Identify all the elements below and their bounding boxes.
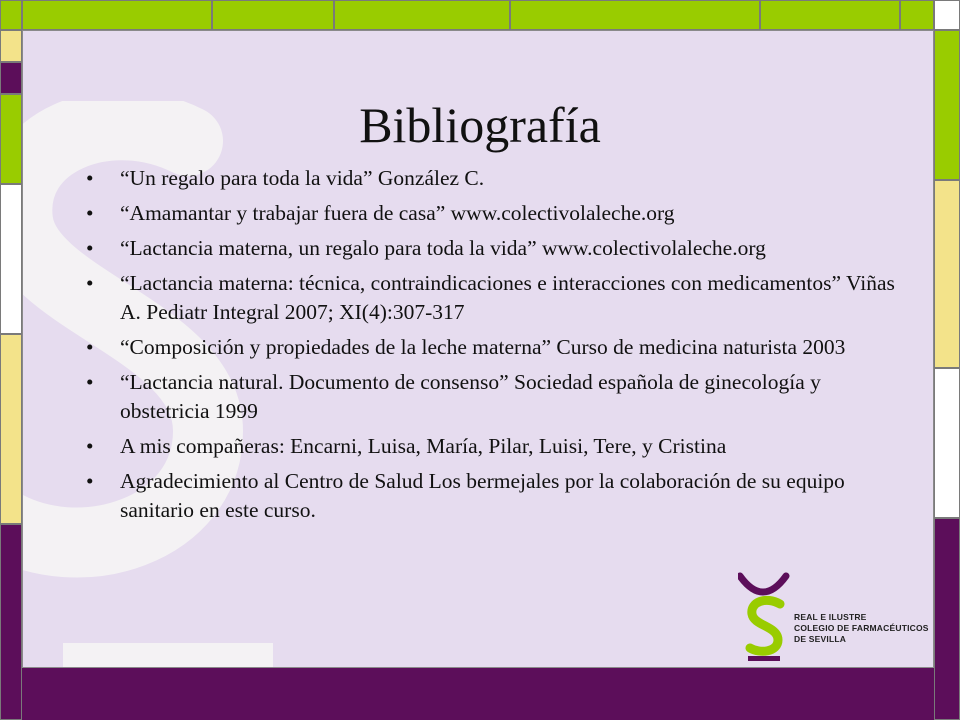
frame-tile bbox=[0, 62, 22, 94]
list-item bbox=[82, 333, 902, 362]
frame-tile bbox=[760, 0, 900, 30]
frame-tile bbox=[0, 334, 22, 524]
watermark-bar bbox=[63, 643, 273, 667]
bullet: • bbox=[86, 236, 94, 260]
list-item-text: “Amamantar y trabajar fuera de casa” www.colectivolaleche.org bbox=[120, 201, 675, 225]
bibliography-list bbox=[82, 164, 902, 531]
slide-title: Bibliografía bbox=[359, 97, 601, 153]
list-item bbox=[82, 199, 902, 228]
list-item-text: “Composición y propiedades de la leche materna” Curso de medicina naturista 2003 bbox=[120, 335, 846, 359]
frame-tile bbox=[934, 180, 960, 368]
bullet: • bbox=[86, 271, 94, 295]
frame-tile bbox=[22, 0, 212, 30]
bullet: • bbox=[86, 201, 94, 225]
list-item-text: “Lactancia materna, un regalo para toda la vida” www.colectivolaleche.org bbox=[120, 236, 766, 260]
bottom-bar bbox=[22, 668, 934, 720]
list-item bbox=[82, 269, 902, 327]
frame-tile bbox=[0, 30, 22, 62]
frame-tile bbox=[0, 184, 22, 334]
bullet: • bbox=[86, 370, 94, 394]
list-item bbox=[82, 368, 902, 426]
bullet: • bbox=[86, 166, 94, 190]
list-item-text: “Lactancia materna: técnica, contraindicaciones e interacciones con medicamentos” Viñas A. Pediatr Integral 2007; XI(4):307-317 bbox=[120, 271, 895, 324]
bullet: • bbox=[86, 434, 94, 458]
frame-tile bbox=[900, 0, 934, 30]
list-item-text: Agradecimiento al Centro de Salud Los bermejales por la colaboración de su equipo sanitario en este curso. bbox=[120, 469, 845, 522]
college-name-line: DE SEVILLA bbox=[794, 634, 847, 644]
frame-tile bbox=[0, 0, 22, 30]
list-item bbox=[82, 164, 902, 193]
list-item bbox=[82, 234, 902, 263]
frame-tile bbox=[212, 0, 334, 30]
bullet: • bbox=[86, 469, 94, 493]
list-item-text: “Un regalo para toda la vida” González C. bbox=[120, 166, 485, 190]
bullet: • bbox=[86, 335, 94, 359]
list-item-text: “Lactancia natural. Documento de consenso” Sociedad española de ginecología y obstetricia 1999 bbox=[120, 370, 821, 423]
frame-tile bbox=[0, 524, 22, 720]
list-item bbox=[82, 467, 902, 525]
cup-s-logo-icon bbox=[740, 576, 786, 661]
frame-tile bbox=[510, 0, 760, 30]
college-name-line: REAL E ILUSTRE bbox=[794, 612, 867, 622]
list-item bbox=[82, 432, 902, 461]
frame-tile bbox=[934, 518, 960, 720]
frame-tile bbox=[934, 368, 960, 518]
college-name-line: COLEGIO DE FARMACÉUTICOS bbox=[794, 623, 929, 633]
frame-tile bbox=[334, 0, 510, 30]
list-item-text: A mis compañeras: Encarni, Luisa, María, Pilar, Luisi, Tere, y Cristina bbox=[120, 434, 727, 458]
college-name bbox=[794, 612, 929, 645]
frame-tile bbox=[934, 0, 960, 30]
